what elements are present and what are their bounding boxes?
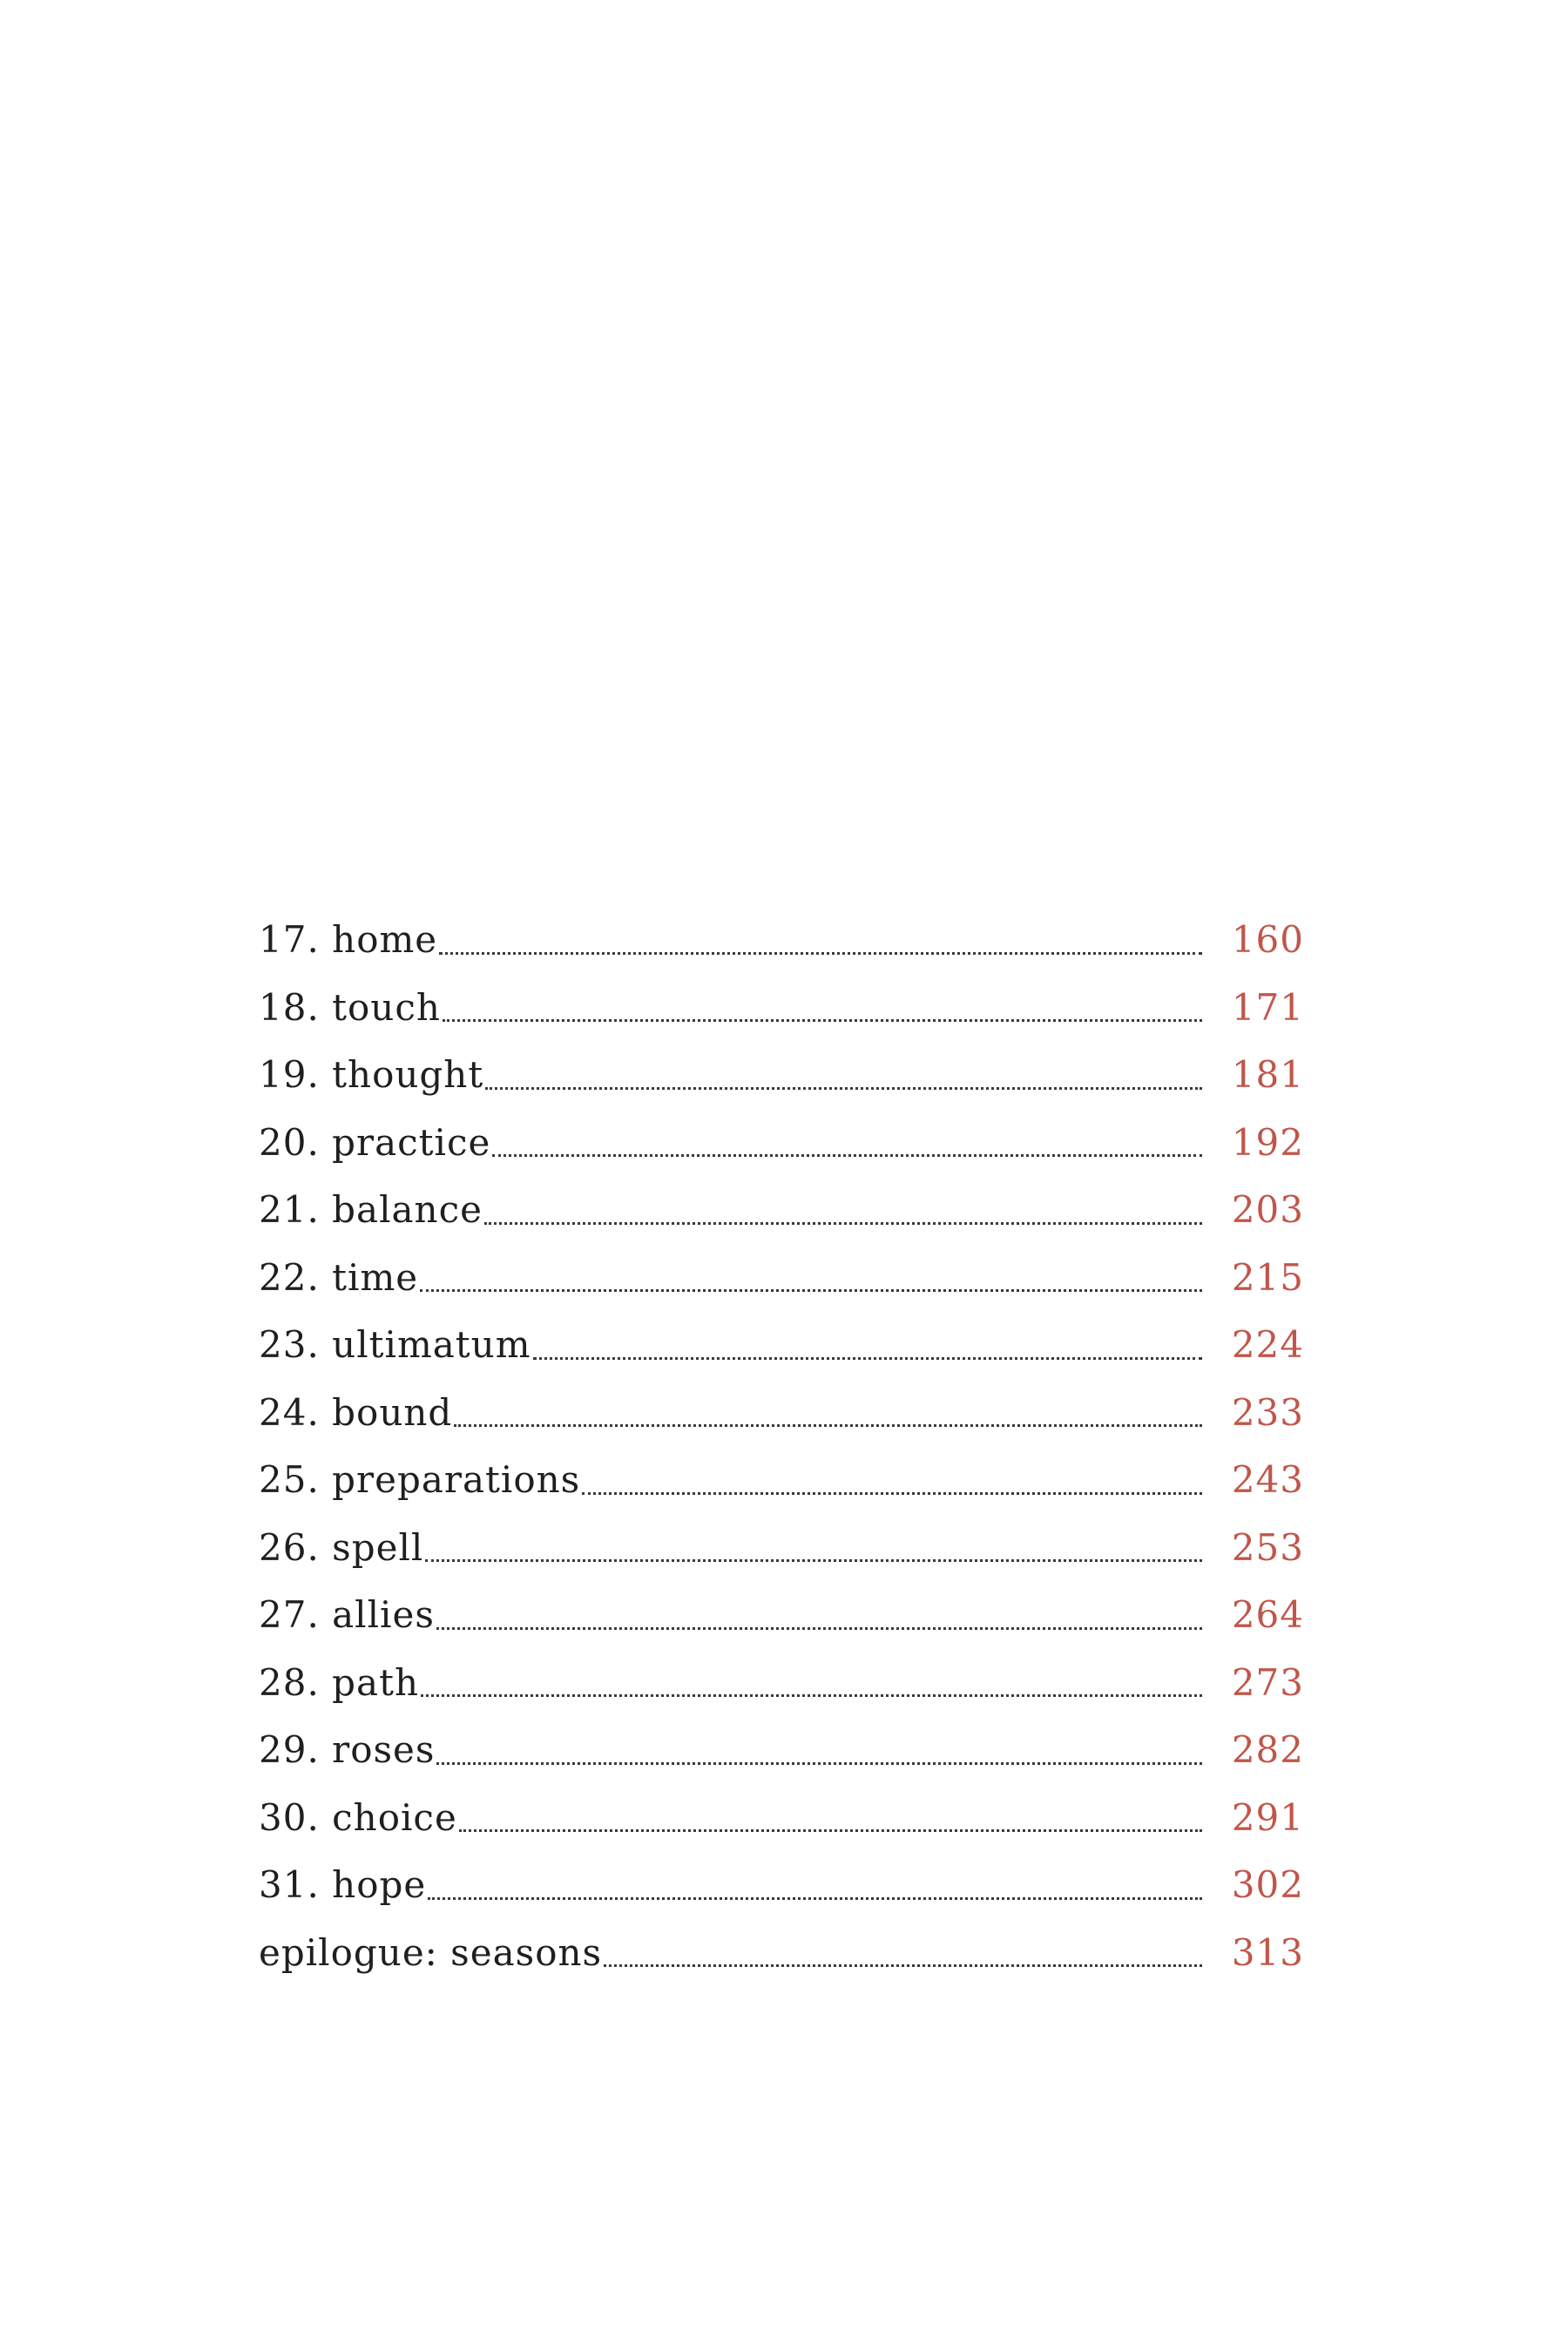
dot-leader bbox=[582, 1446, 1202, 1514]
dot-leader bbox=[421, 1649, 1202, 1717]
toc-entry-page-number: 181 bbox=[1231, 1053, 1304, 1096]
dot-leader bbox=[436, 1716, 1202, 1784]
toc-entry-23[interactable] bbox=[259, 1311, 1304, 1379]
toc-entry-24[interactable] bbox=[259, 1379, 1304, 1447]
toc-entry-title: 23. ultimatum bbox=[259, 1323, 531, 1366]
toc-entry-title: 25. preparations bbox=[259, 1458, 581, 1501]
toc-entry-title: 31. hope bbox=[259, 1863, 427, 1906]
toc-entry-page-number: 264 bbox=[1231, 1593, 1304, 1636]
toc-entry-title: 18. touch bbox=[259, 985, 441, 1029]
toc-entry-page-number: 160 bbox=[1231, 918, 1304, 961]
toc-entry-page-number: 253 bbox=[1231, 1525, 1304, 1569]
dot-leader bbox=[492, 1109, 1202, 1177]
toc-entry-page-number: 215 bbox=[1231, 1255, 1304, 1299]
toc-entry-page-number: 192 bbox=[1231, 1120, 1304, 1164]
toc-entry-title: 26. spell bbox=[259, 1525, 424, 1569]
toc-entry-18[interactable] bbox=[259, 974, 1304, 1042]
toc-entry-page-number: 273 bbox=[1231, 1660, 1304, 1704]
dot-leader bbox=[443, 974, 1202, 1042]
toc-entry-19[interactable] bbox=[259, 1041, 1304, 1109]
dot-leader bbox=[459, 1784, 1202, 1852]
toc-entry-page-number: 282 bbox=[1231, 1728, 1304, 1771]
dot-leader bbox=[428, 1851, 1202, 1919]
toc-entry-page-number: 291 bbox=[1231, 1795, 1304, 1839]
toc-entry-page-number: 233 bbox=[1231, 1390, 1304, 1434]
dot-leader bbox=[454, 1379, 1202, 1447]
toc-entry-28[interactable] bbox=[259, 1649, 1304, 1717]
toc-entry-page-number: 313 bbox=[1231, 1930, 1304, 1974]
toc-entry-title: 21. balance bbox=[259, 1188, 483, 1231]
toc-entry-page-number: 224 bbox=[1231, 1323, 1304, 1366]
toc-entry-title: 28. path bbox=[259, 1660, 419, 1704]
toc-entry-page-number: 203 bbox=[1231, 1188, 1304, 1231]
toc-entry-title: 22. time bbox=[259, 1255, 419, 1299]
dot-leader bbox=[439, 906, 1202, 974]
toc-entry-title: 27. allies bbox=[259, 1593, 435, 1636]
dot-leader bbox=[533, 1311, 1202, 1379]
toc-entry-page-number: 171 bbox=[1231, 985, 1304, 1029]
toc-entry-27[interactable] bbox=[259, 1581, 1304, 1649]
toc-entry-title: epilogue: seasons bbox=[259, 1930, 603, 1974]
toc-entry-17[interactable] bbox=[259, 906, 1304, 974]
toc-entry-21[interactable] bbox=[259, 1176, 1304, 1244]
table-of-contents bbox=[259, 906, 1304, 1986]
dot-leader bbox=[420, 1244, 1202, 1312]
toc-entry-title: 19. thought bbox=[259, 1053, 484, 1096]
toc-entry-title: 30. choice bbox=[259, 1795, 457, 1839]
toc-entry-title: 29. roses bbox=[259, 1728, 436, 1771]
toc-entry-29[interactable] bbox=[259, 1716, 1304, 1784]
toc-entry-title: 24. bound bbox=[259, 1390, 453, 1434]
toc-entry-title: 20. practice bbox=[259, 1120, 491, 1164]
toc-entry-25[interactable] bbox=[259, 1446, 1304, 1514]
toc-entry-page-number: 302 bbox=[1231, 1863, 1304, 1906]
dot-leader bbox=[425, 1514, 1202, 1582]
toc-entry-31[interactable] bbox=[259, 1851, 1304, 1919]
toc-entry-title: 17. home bbox=[259, 918, 438, 961]
dot-leader bbox=[436, 1581, 1202, 1649]
toc-entry-30[interactable] bbox=[259, 1784, 1304, 1852]
dot-leader bbox=[604, 1919, 1202, 1987]
toc-entry-26[interactable] bbox=[259, 1514, 1304, 1582]
toc-entry-22[interactable] bbox=[259, 1244, 1304, 1312]
dot-leader bbox=[485, 1041, 1202, 1109]
toc-entry-20[interactable] bbox=[259, 1109, 1304, 1177]
toc-entry-page-number: 243 bbox=[1231, 1458, 1304, 1501]
toc-entry-epilogue[interactable] bbox=[259, 1919, 1304, 1987]
dot-leader bbox=[484, 1176, 1202, 1244]
